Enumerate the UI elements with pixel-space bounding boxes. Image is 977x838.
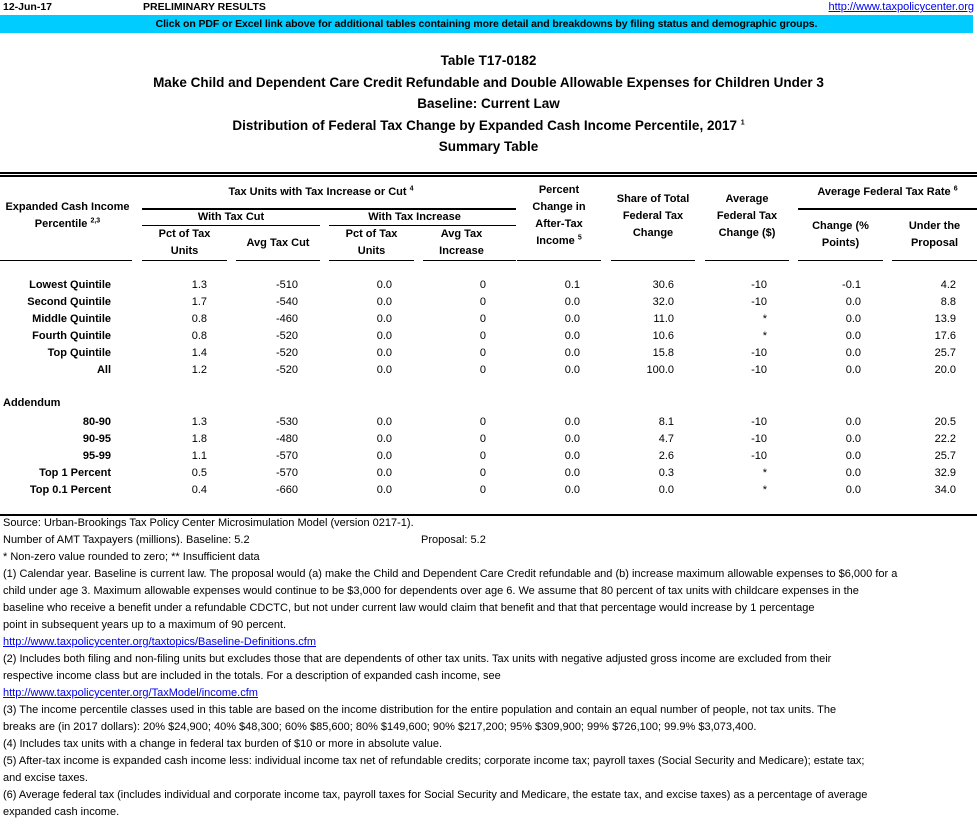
cell-avg-cut: -660 bbox=[275, 484, 298, 496]
tpc-link[interactable]: http://www.taxpolicycenter.org bbox=[828, 1, 974, 13]
table-id: Table T17-0182 bbox=[440, 53, 537, 68]
table-row bbox=[0, 345, 977, 362]
footnote-5-line-2: and excise taxes. bbox=[3, 772, 88, 784]
cell-pct-change: 0.0 bbox=[564, 347, 580, 359]
cell-share: 10.6 bbox=[652, 330, 674, 342]
cell-avg-change: -10 bbox=[751, 296, 767, 308]
table-row bbox=[0, 431, 977, 448]
cell-pct-cut: 1.1 bbox=[191, 450, 207, 462]
cell-share: 15.8 bbox=[652, 347, 674, 359]
row-label: 90-95 bbox=[82, 433, 111, 445]
footnote-1-line-3: baseline who receive a benefit under a refundable CDCTC, but not under current law would claim that benefit and that that percentage would increase by 1 percentage bbox=[3, 602, 815, 614]
footnote-2-line-2: respective income class but are included in the totals. For a description of expanded cash income, see bbox=[3, 670, 501, 682]
cell-avg-cut: -480 bbox=[275, 433, 298, 445]
header-avg-increase: Avg Tax Increase bbox=[439, 228, 484, 257]
header-pct-units-inc: Pct of Tax Units bbox=[345, 228, 398, 257]
cell-pct-inc: 0.0 bbox=[376, 330, 392, 342]
cell-pct-inc: 0.0 bbox=[376, 313, 392, 325]
header-tax-units-group: Tax Units with Tax Increase or Cut $^4$ bbox=[228, 185, 414, 198]
footnote-2-line-1: (2) Includes both filing and non-filing units but excludes those that are dependents of other tax units. Tax units with negative adjusted gross income are excluded from their bbox=[3, 653, 832, 665]
cell-avg-inc: 0 bbox=[479, 484, 486, 496]
cell-avg-inc: 0 bbox=[479, 347, 486, 359]
top-double-rule-2 bbox=[0, 175, 977, 177]
header-rate-under: Under the Proposal bbox=[908, 220, 961, 249]
cell-avg-inc: 0 bbox=[479, 330, 486, 342]
row-label: Middle Quintile bbox=[32, 313, 111, 325]
cell-avg-inc: 0 bbox=[479, 279, 486, 291]
rule bbox=[490, 225, 516, 226]
cell-share: 11.0 bbox=[653, 313, 674, 325]
top-double-rule-1 bbox=[0, 172, 977, 174]
cell-avg-inc: 0 bbox=[479, 313, 486, 325]
header-pct-change: Percent Change in After-Tax Income $^5$ bbox=[532, 184, 586, 247]
table-titles bbox=[0, 50, 977, 158]
cell-avg-cut: -540 bbox=[275, 296, 298, 308]
cell-rate-change: 0.0 bbox=[845, 450, 861, 462]
rule bbox=[892, 260, 977, 261]
footnote-6-line-2: expanded cash income. bbox=[3, 806, 120, 818]
cell-pct-change: 0.0 bbox=[564, 330, 580, 342]
row-label: Top Quintile bbox=[47, 347, 111, 359]
baseline-title: Baseline: Current Law bbox=[417, 96, 560, 111]
cell-pct-change: 0.0 bbox=[564, 364, 580, 376]
footnote-4: (4) Includes tax units with a change in federal tax burden of $10 or more in absolute value. bbox=[3, 738, 443, 750]
source-note: Source: Urban-Brookings Tax Policy Center Microsimulation Model (version 0217-1). bbox=[3, 517, 414, 529]
cell-pct-inc: 0.0 bbox=[376, 364, 392, 376]
cell-share: 0.3 bbox=[658, 467, 674, 479]
cell-avg-change: -10 bbox=[751, 450, 767, 462]
cell-share: 0.0 bbox=[658, 484, 674, 496]
footnote-1-line-1: (1) Calendar year. Baseline is current law. The proposal would (a) make the Child and Dependent Care Credit refundable and (b) increase maximum allowable expenses to $6,000 for a bbox=[3, 568, 898, 580]
header-share: Share of Total Federal Tax Change bbox=[616, 193, 690, 239]
footnote-5-line-1: (5) After-tax income is expanded cash income less: individual income tax net of refundable credits; corporate income tax; payroll taxes (Social Security and Medicare); estate tax; bbox=[3, 755, 865, 767]
cell-avg-cut: -520 bbox=[275, 364, 298, 376]
cell-pct-change: 0.0 bbox=[564, 484, 580, 496]
cell-avg-cut: -570 bbox=[275, 467, 298, 479]
footnote-6-line-1: (6) Average federal tax (includes individual and corporate income tax, payroll taxes for Social Security and Medicare, the estate tax, and excise taxes) as a percentage of average bbox=[3, 789, 868, 801]
cell-avg-cut: -520 bbox=[275, 330, 298, 342]
info-banner: Click on PDF or Excel link above for additional tables containing more detail and breakdowns by filing status and demographic groups. bbox=[0, 15, 973, 33]
legend-note: * Non-zero value rounded to zero; ** Insufficient data bbox=[3, 551, 260, 563]
cell-rate-under: 34.0 bbox=[934, 484, 956, 496]
cell-pct-change: 0.0 bbox=[564, 313, 580, 325]
cell-pct-cut: 1.3 bbox=[191, 279, 207, 291]
cell-pct-inc: 0.0 bbox=[376, 296, 392, 308]
rule bbox=[0, 260, 132, 261]
cell-rate-change: 0.0 bbox=[845, 467, 861, 479]
cell-share: 100.0 bbox=[646, 364, 674, 376]
cell-avg-change: -10 bbox=[751, 364, 767, 376]
rule bbox=[517, 260, 601, 261]
row-label: 95-99 bbox=[82, 450, 111, 462]
preliminary-label: PRELIMINARY RESULTS bbox=[143, 1, 266, 13]
distribution-title: Distribution of Federal Tax Change by Expanded Cash Income Percentile, 2017 $^1$ bbox=[232, 117, 745, 133]
cell-avg-cut: -530 bbox=[275, 416, 298, 428]
rule bbox=[142, 260, 227, 261]
row-label: Second Quintile bbox=[27, 296, 111, 308]
rule bbox=[329, 260, 414, 261]
rule bbox=[705, 260, 789, 261]
footnote-1-line-4: point in subsequent years up to a maximum of 90 percent. bbox=[3, 619, 287, 631]
addendum-label: Addendum bbox=[3, 397, 61, 409]
cell-avg-inc: 0 bbox=[479, 467, 486, 479]
cell-avg-change: * bbox=[762, 313, 767, 325]
header-with-increase: With Tax Increase bbox=[368, 211, 461, 223]
cell-rate-under: 32.9 bbox=[934, 467, 956, 479]
cell-pct-inc: 0.0 bbox=[376, 467, 392, 479]
cell-avg-inc: 0 bbox=[479, 416, 486, 428]
header-avg-cut: Avg Tax Cut bbox=[246, 237, 310, 249]
cell-avg-inc: 0 bbox=[479, 433, 486, 445]
cell-avg-change: -10 bbox=[751, 279, 767, 291]
cell-pct-inc: 0.0 bbox=[376, 484, 392, 496]
row-label: All bbox=[96, 364, 111, 376]
cell-avg-change: * bbox=[762, 467, 767, 479]
cell-pct-change: 0.1 bbox=[564, 279, 580, 291]
cell-share: 30.6 bbox=[652, 279, 674, 291]
cell-pct-cut: 1.3 bbox=[191, 416, 207, 428]
cell-rate-under: 20.5 bbox=[934, 416, 956, 428]
cell-rate-under: 4.2 bbox=[940, 279, 956, 291]
report-date: 12-Jun-17 bbox=[3, 1, 53, 13]
rule bbox=[798, 260, 883, 261]
cell-avg-change: -10 bbox=[751, 433, 767, 445]
table-row bbox=[0, 362, 977, 379]
cell-pct-inc: 0.0 bbox=[376, 416, 392, 428]
cell-rate-under: 17.6 bbox=[934, 330, 956, 342]
header-pct-units-cut: Pct of Tax Units bbox=[158, 228, 211, 257]
row-label: Top 0.1 Percent bbox=[29, 484, 111, 496]
cell-pct-inc: 0.0 bbox=[376, 450, 392, 462]
row-label: 80-90 bbox=[82, 416, 111, 428]
cell-rate-under: 22.2 bbox=[934, 433, 956, 445]
cell-pct-cut: 1.2 bbox=[191, 364, 207, 376]
header-avg-change: Average Federal Tax Change ($) bbox=[716, 193, 778, 239]
cell-avg-change: * bbox=[762, 484, 767, 496]
cell-avg-change: * bbox=[762, 330, 767, 342]
cell-share: 8.1 bbox=[658, 416, 674, 428]
cell-rate-change: 0.0 bbox=[845, 347, 861, 359]
cell-rate-change: 0.0 bbox=[845, 433, 861, 445]
header-rate-change: Change (% Points) bbox=[812, 220, 869, 249]
cell-share: 32.0 bbox=[652, 296, 674, 308]
cell-avg-change: -10 bbox=[751, 347, 767, 359]
cell-pct-cut: 0.4 bbox=[191, 484, 207, 496]
amt-note: Number of AMT Taxpayers (millions). Baseline: 5.2 Proposal: 5.2 bbox=[3, 534, 486, 546]
cell-rate-change: -0.1 bbox=[842, 279, 861, 291]
rule bbox=[490, 260, 516, 261]
cell-pct-change: 0.0 bbox=[564, 416, 580, 428]
proposal-title: Make Child and Dependent Care Credit Refundable and Double Allowable Expenses for Children Under 3 bbox=[153, 74, 824, 90]
cell-rate-under: 13.9 bbox=[934, 313, 956, 325]
cell-rate-change: 0.0 bbox=[845, 364, 861, 376]
table-row bbox=[0, 328, 977, 345]
cell-avg-cut: -520 bbox=[275, 347, 298, 359]
header-income: Expanded Cash Income Percentile $^{2,3}$ bbox=[5, 201, 130, 230]
table-row bbox=[0, 448, 977, 465]
table-row bbox=[0, 294, 977, 311]
cell-pct-change: 0.0 bbox=[564, 450, 580, 462]
cell-rate-change: 0.0 bbox=[845, 296, 861, 308]
cell-pct-change: 0.0 bbox=[564, 296, 580, 308]
cell-avg-change: -10 bbox=[751, 416, 767, 428]
baseline-definitions-link[interactable]: http://www.taxpolicycenter.org/taxtopics/Baseline-Definitions.cfm bbox=[3, 636, 317, 648]
cell-rate-change: 0.0 bbox=[845, 313, 861, 325]
rule bbox=[423, 260, 500, 261]
rule bbox=[611, 260, 695, 261]
income-definition-link[interactable]: http://www.taxpolicycenter.org/TaxModel/income.cfm bbox=[3, 687, 258, 699]
cell-pct-cut: 0.8 bbox=[191, 313, 207, 325]
cell-avg-cut: -460 bbox=[275, 313, 298, 325]
cell-avg-cut: -570 bbox=[275, 450, 298, 462]
cell-avg-inc: 0 bbox=[479, 364, 486, 376]
notes bbox=[3, 515, 975, 821]
footnote-3-line-2: breaks are (in 2017 dollars): 20% $24,900; 40% $48,300; 60% $85,600; 80% $149,600; 90% $217,200; 95% $309,900; 99% $726,100; 99.9% $3,073,400. bbox=[3, 721, 757, 733]
cell-pct-inc: 0.0 bbox=[376, 433, 392, 445]
cell-rate-under: 20.0 bbox=[934, 364, 956, 376]
cell-rate-change: 0.0 bbox=[845, 484, 861, 496]
cell-avg-cut: -510 bbox=[275, 279, 298, 291]
summary-title: Summary Table bbox=[438, 139, 539, 154]
cell-pct-change: 0.0 bbox=[564, 467, 580, 479]
table-row bbox=[0, 482, 977, 499]
cell-pct-cut: 1.8 bbox=[191, 433, 207, 445]
cell-pct-cut: 1.7 bbox=[191, 296, 207, 308]
top-bar bbox=[0, 0, 977, 14]
cell-share: 4.7 bbox=[658, 433, 674, 445]
rule bbox=[798, 208, 977, 210]
row-label: Lowest Quintile bbox=[29, 279, 111, 291]
footnote-3-line-1: (3) The income percentile classes used in this table are based on the income distribution for the entire population and contain an equal number of people, not tax units. The bbox=[3, 704, 837, 716]
cell-pct-inc: 0.0 bbox=[376, 279, 392, 291]
cell-pct-cut: 0.8 bbox=[191, 330, 207, 342]
footnote-1-line-2: child under age 3. Maximum allowable expenses would continue to be $3,000 for dependents over age 6. We assume that 80 percent of tax units with childcare expenses in the bbox=[3, 585, 859, 597]
cell-rate-under: 25.7 bbox=[934, 450, 956, 462]
row-label: Fourth Quintile bbox=[32, 330, 111, 342]
row-label: Top 1 Percent bbox=[39, 467, 111, 479]
cell-share: 2.6 bbox=[658, 450, 674, 462]
cell-pct-cut: 1.4 bbox=[191, 347, 207, 359]
cell-rate-change: 0.0 bbox=[845, 330, 861, 342]
table-row bbox=[0, 277, 977, 294]
table-row bbox=[0, 311, 977, 328]
cell-pct-change: 0.0 bbox=[564, 433, 580, 445]
table-row bbox=[0, 465, 977, 482]
cell-pct-cut: 0.5 bbox=[191, 467, 207, 479]
header-with-cut: With Tax Cut bbox=[197, 211, 265, 223]
rule bbox=[490, 208, 516, 210]
cell-rate-under: 25.7 bbox=[934, 347, 956, 359]
cell-avg-inc: 0 bbox=[479, 296, 486, 308]
cell-rate-change: 0.0 bbox=[845, 416, 861, 428]
rule bbox=[236, 260, 320, 261]
cell-pct-inc: 0.0 bbox=[376, 347, 392, 359]
header-rate-group: Average Federal Tax Rate $^6$ bbox=[817, 185, 958, 198]
cell-avg-inc: 0 bbox=[479, 450, 486, 462]
table-row bbox=[0, 414, 977, 431]
cell-rate-under: 8.8 bbox=[940, 296, 956, 308]
